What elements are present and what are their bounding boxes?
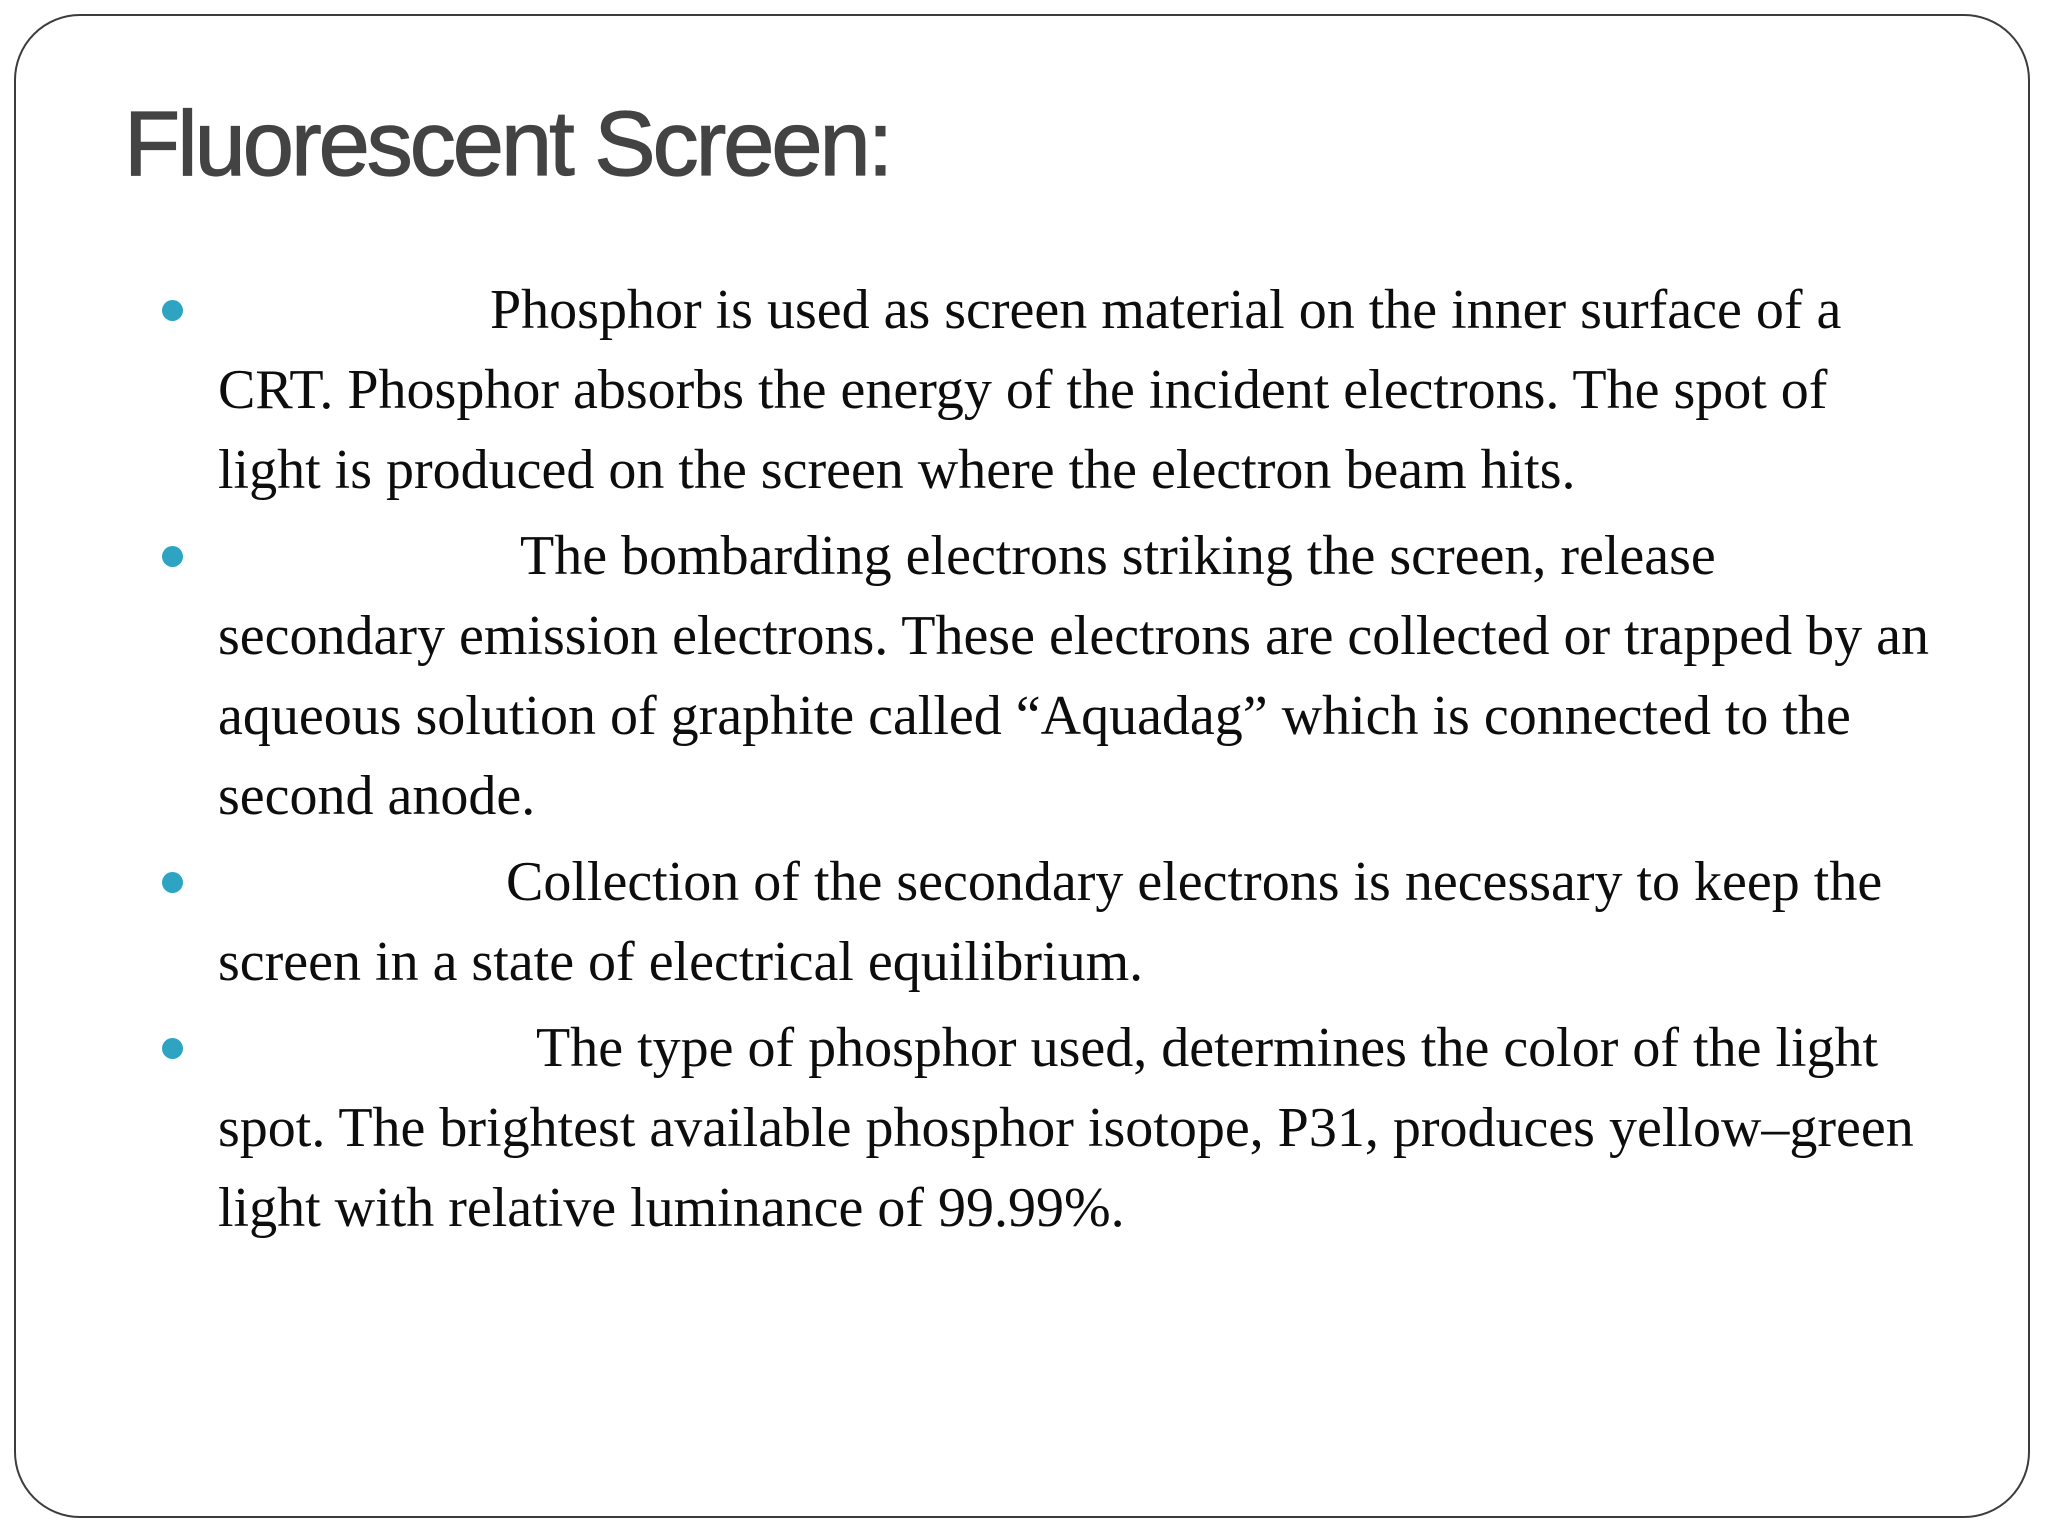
- slide-frame: [14, 14, 2030, 1518]
- bullet-dot-icon: [162, 1038, 183, 1059]
- bullet-dot-icon: [162, 546, 183, 567]
- bullet-text: The type of phosphor used, determines the color of the light spot. The brightest available phosphor isotope, P31, produces yellow–green light with relative luminance of 99.99%.: [218, 1017, 1914, 1239]
- slide-title: Fluorescent Screen:: [124, 93, 891, 195]
- list-item: [158, 516, 1938, 836]
- list-item: [158, 270, 1938, 510]
- bullet-dot-icon: [162, 300, 183, 321]
- bullet-text: The bombarding electrons striking the screen, release secondary emission electrons. These electrons are collected or trapped by an aqueous solution of graphite called “Aquadag” which is connected to the second anode.: [218, 525, 1929, 827]
- bullet-text: Collection of the secondary electrons is necessary to keep the screen in a state of electrical equilibrium.: [218, 851, 1883, 993]
- bullet-list: [158, 270, 1938, 1254]
- bullet-dot-icon: [162, 872, 183, 893]
- list-item: [158, 1008, 1938, 1248]
- bullet-text: Phosphor is used as screen material on the inner surface of a CRT. Phosphor absorbs the energy of the incident electrons. The spot of light is produced on the screen where the electron beam hits.: [218, 279, 1842, 501]
- list-item: [158, 842, 1938, 1002]
